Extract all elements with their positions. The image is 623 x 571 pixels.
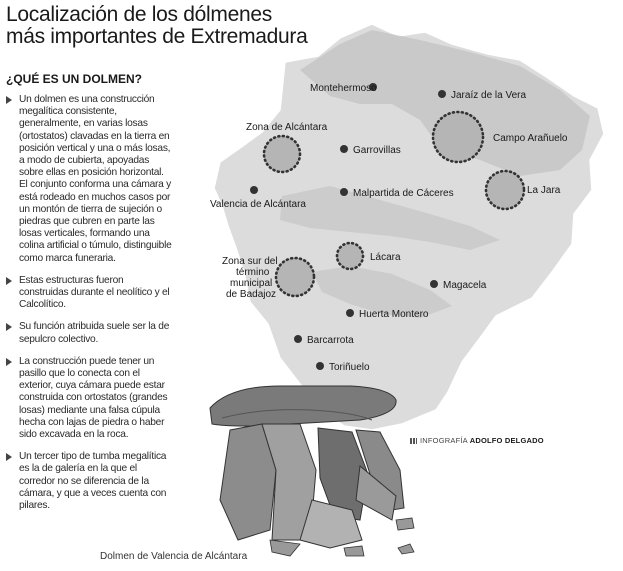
zona-sur-badajoz-area <box>276 258 314 296</box>
valencia-alcantara-marker <box>250 186 258 194</box>
huerta-montero-marker <box>346 309 354 317</box>
zona-alcantara-area <box>264 136 300 172</box>
explainer-item-text: Un dolmen es una construcción megalítica consistente, generalmente, en varias losas (ortostatos) clavadas en la tierra en posición vertical y una o más losas, a modo de cubierta, apoyadas sobre ellas en posición horizontal. El conjunto conforma una cámara y está rodeado en muchos casos por un montón de tierra de sujeción o piedras que cubren en parte las losas verticales, formando una colina artificial o túmulo, distinguible como marca funeraria. <box>19 94 172 264</box>
infographic-credit <box>410 436 544 445</box>
campo-aranuelo-label: Campo Arañuelo <box>493 133 568 144</box>
la-jara-area <box>486 171 524 209</box>
lacara-area <box>337 243 363 269</box>
zona-sur-label-line-4: de Badajoz <box>226 289 277 300</box>
explainer-item-text: Estas estructuras fueron construidas durante el neolítico y el Calcolítico. <box>19 274 170 311</box>
montehermoso-label: Montehermoso <box>310 83 377 94</box>
la-jara-label: La Jara <box>527 185 561 196</box>
magacela-marker <box>430 280 438 288</box>
credit-mark-icon <box>410 438 417 444</box>
zona-sur-label-line-2: término <box>236 267 270 278</box>
credit-author: ADOLFO DELGADO <box>469 436 544 445</box>
torinuelo-label: Toriñuelo <box>329 362 370 373</box>
zona-sur-label-line-1: Zona sur del <box>222 256 278 267</box>
barcarrota-label: Barcarrota <box>307 335 354 346</box>
magacela-label: Magacela <box>443 280 487 291</box>
zona-alcantara-label: Zona de Alcántara <box>246 122 328 133</box>
credit-prefix: INFOGRAFÍA <box>420 436 468 445</box>
barcarrota-marker <box>294 335 302 343</box>
explainer-heading: ¿QUÉ ES UN DOLMEN? <box>6 72 143 86</box>
malpartida-label: Malpartida de Cáceres <box>353 188 454 199</box>
huerta-montero-label: Huerta Montero <box>359 309 429 320</box>
malpartida-marker <box>340 188 348 196</box>
jaraiz-label: Jaraíz de la Vera <box>451 90 527 101</box>
explainer-item-text: Un tercer tipo de tumba megalítica es la de galería en la que el corredor no se diferencia de la cámara, y que a veces cuenta con pilares. <box>19 451 167 512</box>
explainer-item-text: Su función atribuida suele ser la de sepulcro colectivo. <box>19 321 170 345</box>
jaraiz-marker <box>438 90 446 98</box>
lacara-label: Lácara <box>370 252 401 263</box>
campo-aranuelo-area <box>433 112 483 162</box>
explainer-item-text: La construcción puede tener un pasillo que lo conecta con el exterior, cuya cámara puede estar construida con ortostatos (grandes losas) mediante una falsa cúpula hecha con lajas de piedra o haber sido excavada en la roca. <box>19 355 168 441</box>
title-line-2: más importantes de Extremadura <box>6 25 308 48</box>
dolmen-caption: Dolmen de Valencia de Alcántara <box>100 551 248 562</box>
title-line-1: Localización de los dólmenes <box>6 3 272 26</box>
garrovillas-marker <box>340 145 348 153</box>
valencia-alcantara-label: Valencia de Alcántara <box>210 199 306 210</box>
dolmen-illustration <box>210 386 414 556</box>
zona-sur-label-line-3: municipal <box>230 278 273 289</box>
garrovillas-label: Garrovillas <box>353 145 401 156</box>
torinuelo-marker <box>316 362 324 370</box>
